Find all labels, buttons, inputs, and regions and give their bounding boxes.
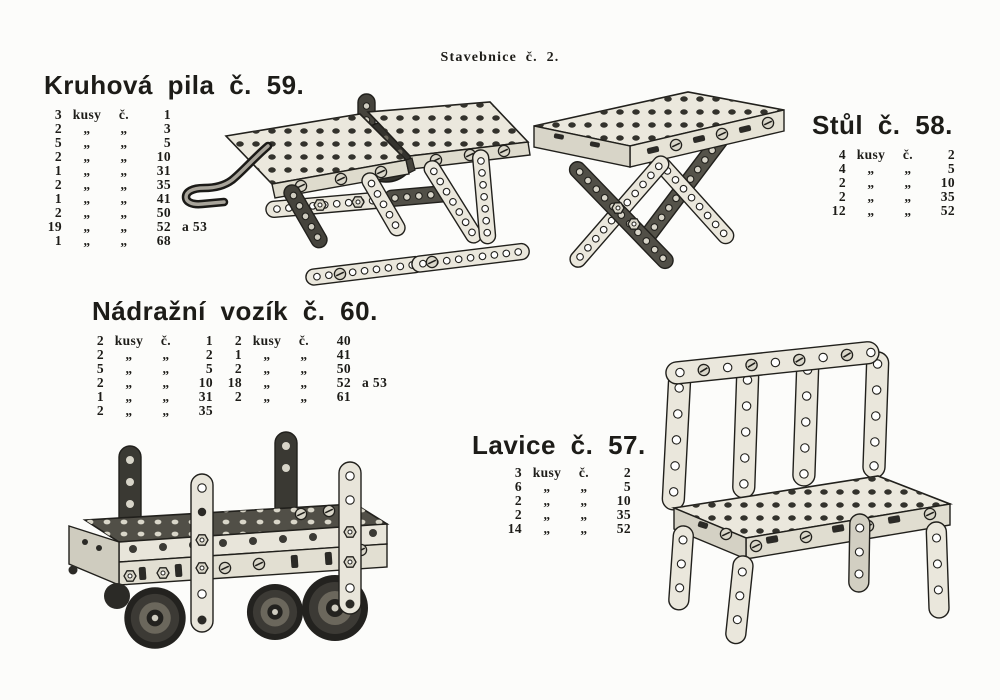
part-qty: 1 [54,191,62,206]
parts-row [78,348,218,362]
parts-list-vozik-right [216,334,387,404]
part-qty: 1 [96,389,104,404]
ditto-mark: „ [904,161,912,176]
ditto-mark: „ [300,347,308,362]
parts-row [216,376,387,390]
circular-saw-illustration [170,86,532,294]
ditto-mark: „ [867,175,875,190]
parts-row [496,508,636,522]
part-number: 10 [198,375,213,390]
section-title-lavice: Lavice č. 57. [472,430,646,460]
part-number: 35 [940,189,955,204]
part-unit-label: kusy [252,333,282,348]
ditto-mark: „ [543,521,551,536]
ditto-mark: „ [125,347,133,362]
part-qty: 12 [831,203,846,218]
part-number-extra: a 53 [362,375,388,390]
part-qty: 2 [96,347,104,362]
parts-row [820,204,960,218]
part-unit-label: kusy [72,107,102,122]
part-number: 61 [336,389,351,404]
part-qty: 4 [838,147,846,162]
ditto-mark: „ [300,361,308,376]
part-qty: 18 [227,375,242,390]
parts-row [820,190,960,204]
cart-wheels [104,575,368,649]
ditto-mark: „ [125,375,133,390]
ditto-mark: „ [83,191,91,206]
bench-illustration [642,330,967,660]
part-number: 10 [616,493,631,508]
part-no-abbrev: č. [578,465,590,480]
part-number: 52 [156,219,171,234]
ditto-mark: „ [580,479,588,494]
part-number: 2 [623,465,631,480]
ditto-mark: „ [162,375,170,390]
ditto-mark: „ [867,189,875,204]
ditto-mark: „ [263,375,271,390]
part-number: 10 [940,175,955,190]
part-number: 5 [205,361,213,376]
ditto-mark: „ [83,219,91,234]
part-number: 52 [940,203,955,218]
part-qty: 3 [54,107,62,122]
ditto-mark: „ [83,121,91,136]
ditto-mark: „ [83,205,91,220]
part-qty: 2 [96,333,104,348]
ditto-mark: „ [120,191,128,206]
parts-row [78,390,218,404]
parts-row [216,334,387,348]
parts-row [78,376,218,390]
part-qty: 6 [514,479,522,494]
ditto-mark: „ [83,135,91,150]
parts-row [820,148,960,162]
ditto-mark: „ [300,375,308,390]
section-title-kruhova-pila: Kruhová pila č. 59. [44,70,305,100]
parts-row [78,362,218,376]
part-number: 1 [205,333,213,348]
ditto-mark: „ [120,163,128,178]
part-qty: 5 [54,135,62,150]
ditto-mark: „ [125,389,133,404]
part-qty: 1 [54,163,62,178]
part-qty: 2 [96,403,104,418]
part-number: 52 [336,375,351,390]
part-qty: 2 [54,149,62,164]
ditto-mark: „ [83,233,91,248]
part-qty: 2 [838,189,846,204]
ditto-mark: „ [162,389,170,404]
section-title-nadrazni-vozik: Nádražní vozík č. 60. [92,296,378,326]
page-title: Stavebnice č. 2. [440,50,560,65]
part-number: 40 [336,333,351,348]
ditto-mark: „ [300,389,308,404]
ditto-mark: „ [120,219,128,234]
parts-row [216,390,387,404]
ditto-mark: „ [162,347,170,362]
ditto-mark: „ [580,507,588,522]
ditto-mark: „ [543,479,551,494]
part-qty: 1 [54,233,62,248]
ditto-mark: „ [867,161,875,176]
part-number: 50 [336,361,351,376]
part-unit-label: kusy [114,333,144,348]
ditto-mark: „ [580,521,588,536]
part-no-abbrev: č. [298,333,310,348]
ditto-mark: „ [867,203,875,218]
part-qty: 2 [54,121,62,136]
ditto-mark: „ [83,177,91,192]
part-qty: 2 [514,507,522,522]
part-number: 52 [616,521,631,536]
parts-list-stul [820,148,960,218]
parts-row [496,522,636,536]
part-number: 3 [163,121,171,136]
part-number: 5 [947,161,955,176]
ditto-mark: „ [263,361,271,376]
part-number: 5 [623,479,631,494]
ditto-mark: „ [120,205,128,220]
ditto-mark: „ [162,361,170,376]
ditto-mark: „ [543,493,551,508]
parts-row [496,494,636,508]
part-qty: 5 [96,361,104,376]
part-number: 41 [156,191,171,206]
parts-row [820,162,960,176]
parts-list-lavice [496,466,636,536]
parts-row [496,466,636,480]
ditto-mark: „ [263,389,271,404]
part-qty: 19 [47,219,62,234]
ditto-mark: „ [120,233,128,248]
part-number-extra: a 53 [182,219,208,234]
ditto-mark: „ [120,149,128,164]
ditto-mark: „ [904,189,912,204]
part-number: 1 [163,107,171,122]
part-qty: 14 [507,521,522,536]
ditto-mark: „ [904,175,912,190]
parts-row [820,176,960,190]
part-qty: 2 [838,175,846,190]
crank-handle [186,146,268,204]
part-number: 41 [336,347,351,362]
parts-row [78,334,218,348]
part-number: 35 [156,177,171,192]
part-number: 2 [205,347,213,362]
station-cart-illustration [33,420,395,665]
part-number: 31 [156,163,171,178]
ditto-mark: „ [580,493,588,508]
part-no-abbrev: č. [118,107,130,122]
ditto-mark: „ [904,203,912,218]
part-number: 50 [156,205,171,220]
ditto-mark: „ [125,361,133,376]
ditto-mark: „ [263,347,271,362]
folding-table-illustration [518,80,796,298]
part-qty: 2 [234,361,242,376]
part-qty: 2 [54,205,62,220]
parts-list-vozik-left [78,334,218,418]
ditto-mark: „ [125,403,133,418]
part-number: 68 [156,233,171,248]
part-number: 10 [156,149,171,164]
part-qty: 1 [234,347,242,362]
part-number: 2 [947,147,955,162]
bench-seat [674,476,950,559]
section-title-stul: Stůl č. 58. [812,110,953,140]
part-number: 31 [198,389,213,404]
parts-row [216,348,387,362]
part-qty: 2 [234,389,242,404]
parts-row [216,362,387,376]
part-unit-label: kusy [532,465,562,480]
ditto-mark: „ [120,121,128,136]
ditto-mark: „ [162,403,170,418]
part-qty: 3 [514,465,522,480]
part-unit-label: kusy [856,147,886,162]
part-qty: 4 [838,161,846,176]
ditto-mark: „ [120,177,128,192]
parts-row [496,480,636,494]
part-no-abbrev: č. [902,147,914,162]
parts-row [78,404,218,418]
part-number: 35 [616,507,631,522]
part-qty: 2 [54,177,62,192]
ditto-mark: „ [543,507,551,522]
part-number: 5 [163,135,171,150]
ditto-mark: „ [83,163,91,178]
part-number: 35 [198,403,213,418]
part-qty: 2 [514,493,522,508]
part-qty: 2 [234,333,242,348]
ditto-mark: „ [83,149,91,164]
part-no-abbrev: č. [160,333,172,348]
part-qty: 2 [96,375,104,390]
ditto-mark: „ [120,135,128,150]
